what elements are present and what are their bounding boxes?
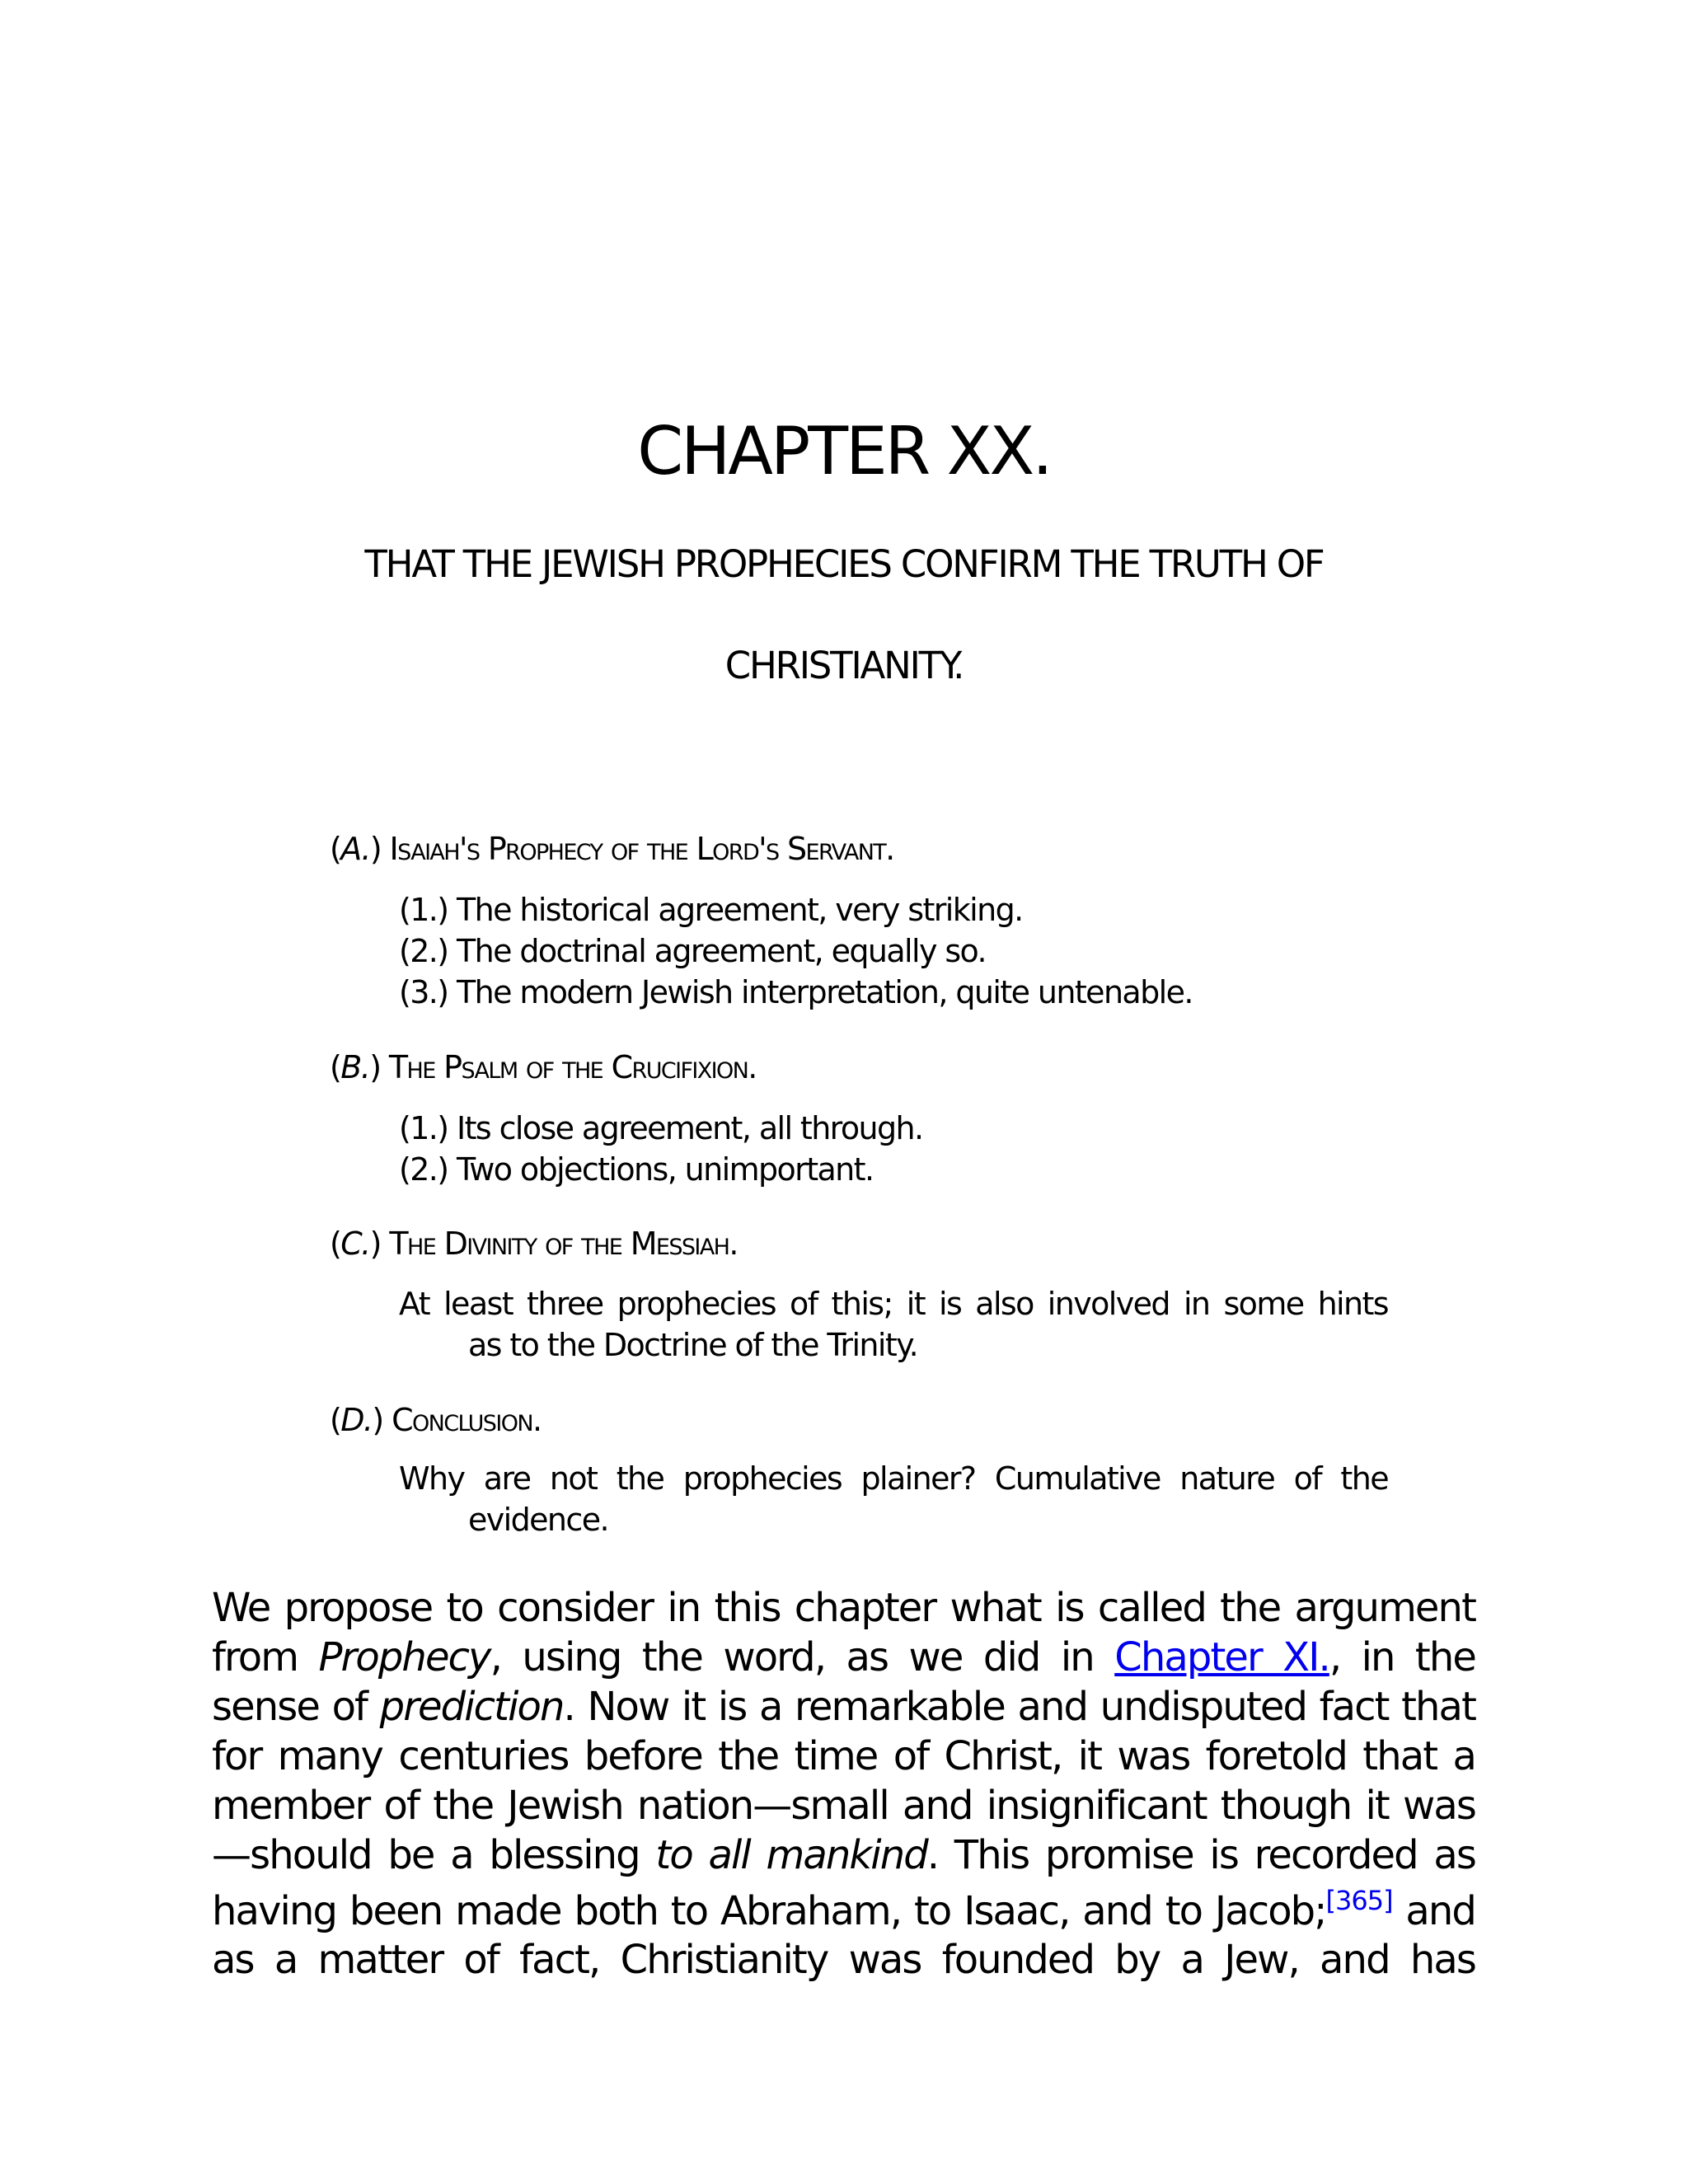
synopsis-item: (1.) The historical agreement, very striking.: [399, 892, 1023, 928]
emphasis: to all mankind: [655, 1832, 927, 1878]
emphasis: Prophecy: [318, 1634, 490, 1680]
synopsis-item: (2.) Two objections, unimportant.: [399, 1151, 874, 1188]
synopsis-text-continued: as to the Doctrine of the Trinity.: [468, 1327, 918, 1363]
synopsis-section-b: [330, 1047, 757, 1088]
synopsis-text: At least three prophecies of this; it is also involved in some hints: [399, 1286, 1388, 1322]
section-label: (D.): [330, 1402, 383, 1438]
synopsis-section-c: [330, 1223, 738, 1264]
synopsis-text-continued: evidence.: [468, 1502, 608, 1538]
synopsis-item: (1.) Its close agreement, all through.: [399, 1110, 923, 1146]
section-heading: Isaiah's Prophecy of the Lord's Servant.: [389, 831, 894, 867]
synopsis-section-d: [330, 1399, 541, 1441]
synopsis-section-a: [330, 828, 894, 869]
body-line: for many centuries before the time of Christ, it was foretold that a: [212, 1733, 1475, 1779]
body-line: —should be a blessing to all mankind. This promise is recorded as: [212, 1832, 1476, 1878]
body-line: member of the Jewish nation—small and insignificant though it was: [212, 1783, 1475, 1829]
emphasis: prediction: [379, 1684, 564, 1730]
section-label: (A.): [330, 831, 382, 867]
body-line: as a matter of fact, Christianity was founded by a Jew, and has: [212, 1937, 1475, 1983]
synopsis-text: Why are not the prophecies plainer? Cumulative nature of the: [399, 1460, 1388, 1497]
body-line: sense of prediction. Now it is a remarkable and undisputed fact that: [212, 1684, 1475, 1730]
footnote-365-link[interactable]: [365]: [1325, 1885, 1393, 1916]
chapter-xi-link[interactable]: Chapter XI.: [1114, 1634, 1329, 1680]
section-heading: The Psalm of the Crucifixion.: [388, 1049, 757, 1085]
body-line: having been made both to Abraham, to Isaac, and to Jacob;[365] and: [212, 1885, 1476, 1934]
synopsis-item: (2.) The doctrinal agreement, equally so.: [399, 933, 986, 969]
chapter-subtitle-line-2: CHRISTIANITY.: [724, 644, 964, 687]
body-line: We propose to consider in this chapter what is called the argument: [212, 1585, 1475, 1631]
body-line: from Prophecy, using the word, as we did in Chapter XI., in the: [212, 1634, 1476, 1680]
section-label: (B.): [330, 1049, 381, 1085]
section-heading: Conclusion.: [392, 1402, 542, 1438]
section-heading: The Divinity of the Messiah.: [389, 1226, 738, 1262]
section-label: (C.): [330, 1226, 381, 1262]
chapter-subtitle-line-1: THAT THE JEWISH PROPHECIES CONFIRM THE TRUTH OF: [364, 542, 1324, 586]
synopsis-item: (3.) The modern Jewish interpretation, quite untenable.: [399, 974, 1193, 1010]
chapter-title: CHAPTER XX.: [637, 413, 1051, 490]
